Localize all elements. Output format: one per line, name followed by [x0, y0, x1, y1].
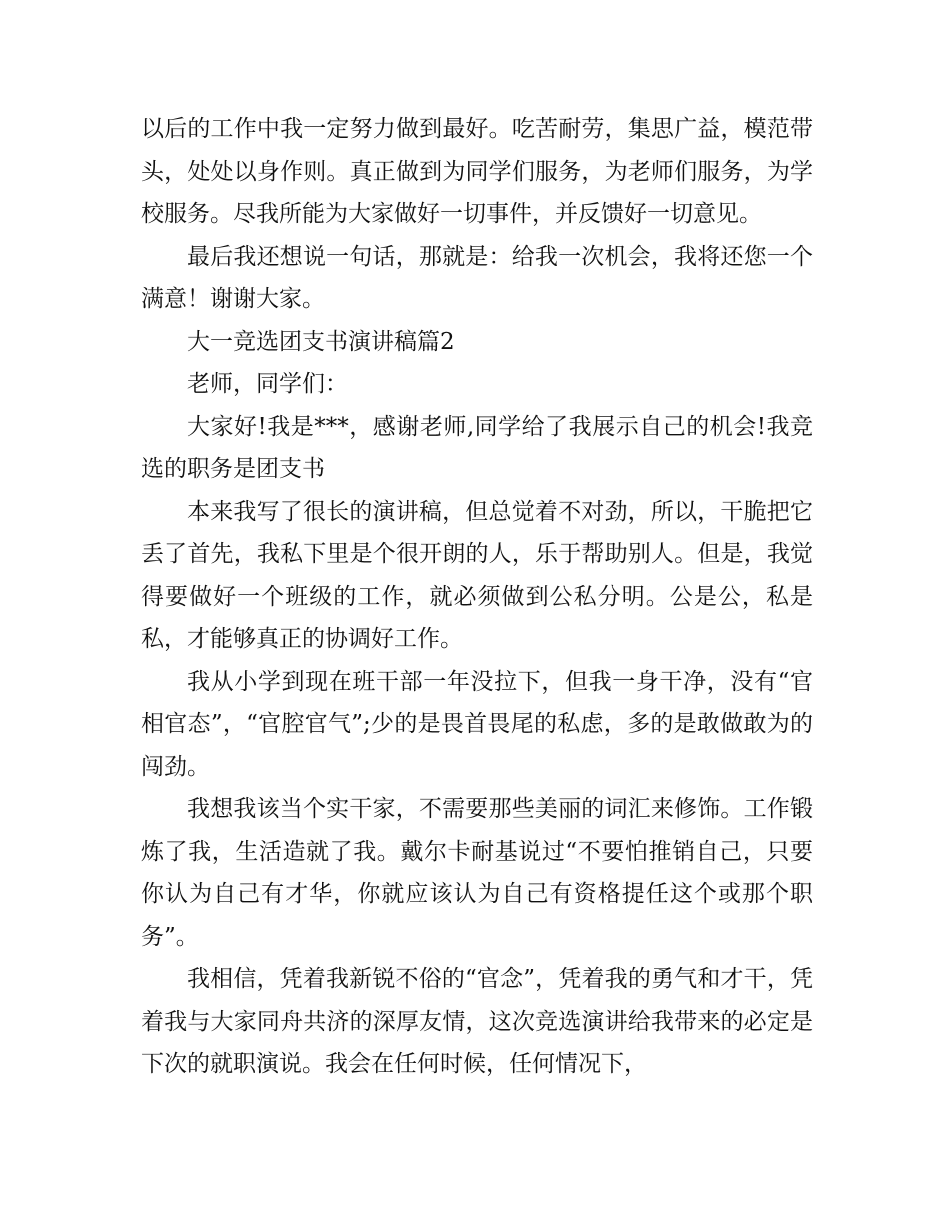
paragraph-experience: 我从小学到现在班干部一年没拉下，但我一身干净，没有“官相官态”，“官腔官气”;少的是畏首畏尾的私虑，多的是敢做敢为的闯劲。: [141, 668, 813, 780]
paragraph-continuation: 以后的工作中我一定努力做到最好。吃苦耐劳，集思广益，模范带头，处处以身作则。真正做到为同学们服务，为老师们服务，为学校服务。尽我所能为大家做好一切事件，并反馈好一切意见。: [141, 116, 813, 227]
paragraph-intro: 本来我写了很长的演讲稿，但总觉着不对劲，所以，干脆把它丢了首先，我私下里是个很开朗的人，乐于帮助别人。但是，我觉得要做好一个班级的工作，就必须做到公私分明。公是公，私是私，才能够真正的协调好工作。: [141, 498, 813, 652]
section-heading: 大一竞选团支书演讲稿篇2: [187, 328, 455, 355]
paragraph-closing: 最后我还想说一句话，那就是：给我一次机会，我将还您一个满意！谢谢大家。: [141, 243, 813, 312]
document-body: [141, 108, 813, 1086]
salutation: 老师，同学们：: [187, 371, 348, 397]
paragraph-confidence: 我相信，凭着我新锐不俗的“官念”，凭着我的勇气和才干，凭着我与大家同舟共济的深厚友情，这次竞选演讲给我带来的必定是下次的就职演说。我会在任何时候，任何情况下，: [141, 966, 813, 1077]
paragraph-greeting: 大家好!我是***，感谢老师,同学给了我展示自己的机会!我竞选的职务是团支书: [141, 413, 813, 482]
paragraph-practical: 我想我该当个实干家，不需要那些美丽的词汇来修饰。工作锻炼了我，生活造就了我。戴尔卡耐基说过“不要怕推销自己，只要你认为自己有才华，你就应该认为自己有资格提任这个或那个职务”。: [141, 796, 813, 950]
